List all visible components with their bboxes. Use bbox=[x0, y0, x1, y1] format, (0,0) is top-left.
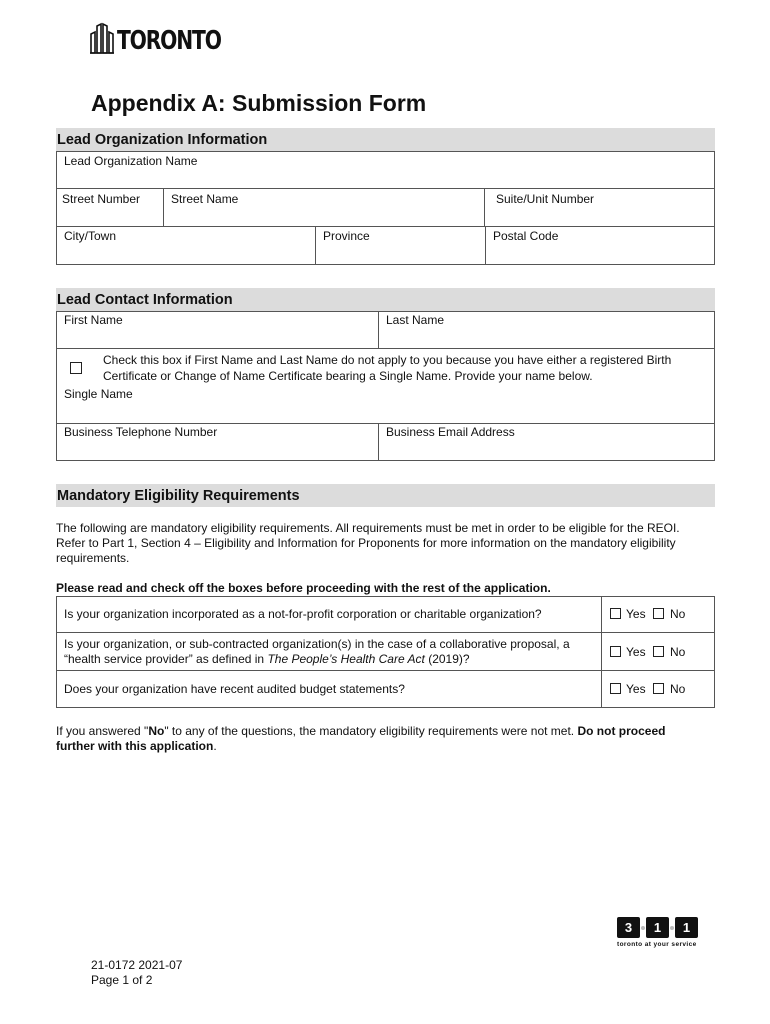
q1-no-label: No bbox=[670, 607, 686, 621]
question-hsp-line1: Is your organization, or sub-contracted organization(s) in the case of a collaborative proposal, a bbox=[64, 637, 570, 651]
lead-org-table bbox=[56, 151, 715, 265]
footer bbox=[91, 958, 182, 988]
badge-digit: 1 bbox=[646, 917, 669, 938]
province-field[interactable]: Province bbox=[323, 229, 370, 243]
eligibility-intro-line1: The following are mandatory eligibility requirements. All requirements must be met in order to be eligible for the REOI. bbox=[56, 521, 680, 535]
q2-yes-checkbox[interactable] bbox=[610, 646, 621, 657]
business-email-field[interactable]: Business Email Address bbox=[386, 425, 515, 439]
first-name-field[interactable]: First Name bbox=[64, 313, 123, 327]
q3-yes-checkbox[interactable] bbox=[610, 683, 621, 694]
single-name-field[interactable]: Single Name bbox=[64, 387, 133, 401]
lead-org-heading: Lead Organization Information bbox=[56, 128, 715, 151]
toronto-logo bbox=[90, 18, 250, 54]
business-phone-field[interactable]: Business Telephone Number bbox=[64, 425, 218, 439]
question-budget: Does your organization have recent audited budget statements? bbox=[64, 682, 405, 696]
single-name-checkbox[interactable] bbox=[70, 362, 82, 374]
page-number: Page 1 of 2 bbox=[91, 973, 153, 987]
badge-digit: 1 bbox=[675, 917, 698, 938]
eligibility-instruction: Please read and check off the boxes before proceeding with the rest of the application. bbox=[56, 581, 551, 595]
q1-yes-label: Yes bbox=[626, 607, 646, 621]
q2-no-label: No bbox=[670, 645, 686, 659]
form-code: 21-0172 2021-07 bbox=[91, 958, 183, 972]
q3-no-checkbox[interactable] bbox=[653, 683, 664, 694]
eligibility-intro-line3: requirements. bbox=[56, 551, 130, 565]
city-hall-icon bbox=[90, 20, 114, 54]
eligibility-intro-line2: Refer to Part 1, Section 4 – Eligibility and Information for Proponents for more information on the mandatory eligibility bbox=[56, 536, 676, 550]
lead-contact-heading: Lead Contact Information bbox=[56, 288, 715, 311]
city-town-field[interactable]: City/Town bbox=[64, 229, 117, 243]
postal-code-field[interactable]: Postal Code bbox=[493, 229, 559, 243]
eligibility-heading: Mandatory Eligibility Requirements bbox=[56, 484, 715, 507]
q1-yes-checkbox[interactable] bbox=[610, 608, 621, 619]
badge-tagline: toronto at your service bbox=[617, 941, 697, 948]
q1-no-checkbox[interactable] bbox=[653, 608, 664, 619]
logo-text: TORONTO bbox=[117, 26, 221, 56]
q2-yes-label: Yes bbox=[626, 645, 646, 659]
suite-unit-field[interactable]: Suite/Unit Number bbox=[496, 192, 595, 206]
badge-digit: 3 bbox=[617, 917, 640, 938]
page-title: Appendix A: Submission Form bbox=[91, 90, 427, 116]
single-name-instruction-line1: Check this box if First Name and Last Name do not apply to you because you have either a registered Birth bbox=[103, 353, 672, 367]
street-number-field[interactable]: Street Number bbox=[62, 192, 141, 206]
q3-yes-label: Yes bbox=[626, 682, 646, 696]
eligibility-note: If you answered "No" to any of the questions, the mandatory eligibility requirements were not met. Do not proceed further with this application. bbox=[56, 724, 666, 753]
street-name-field[interactable]: Street Name bbox=[171, 192, 239, 206]
single-name-instruction-line2: Certificate or Change of Name Certificate bearing a Single Name. Provide your name below. bbox=[103, 369, 593, 383]
question-hsp-line2: “health service provider” as defined in The People’s Health Care Act (2019)? bbox=[64, 652, 470, 666]
question-nonprofit: Is your organization incorporated as a not-for-profit corporation or charitable organization? bbox=[64, 607, 542, 621]
last-name-field[interactable]: Last Name bbox=[386, 313, 445, 327]
lead-org-name-field[interactable]: Lead Organization Name bbox=[64, 154, 198, 168]
q2-no-checkbox[interactable] bbox=[653, 646, 664, 657]
q3-no-label: No bbox=[670, 682, 686, 696]
